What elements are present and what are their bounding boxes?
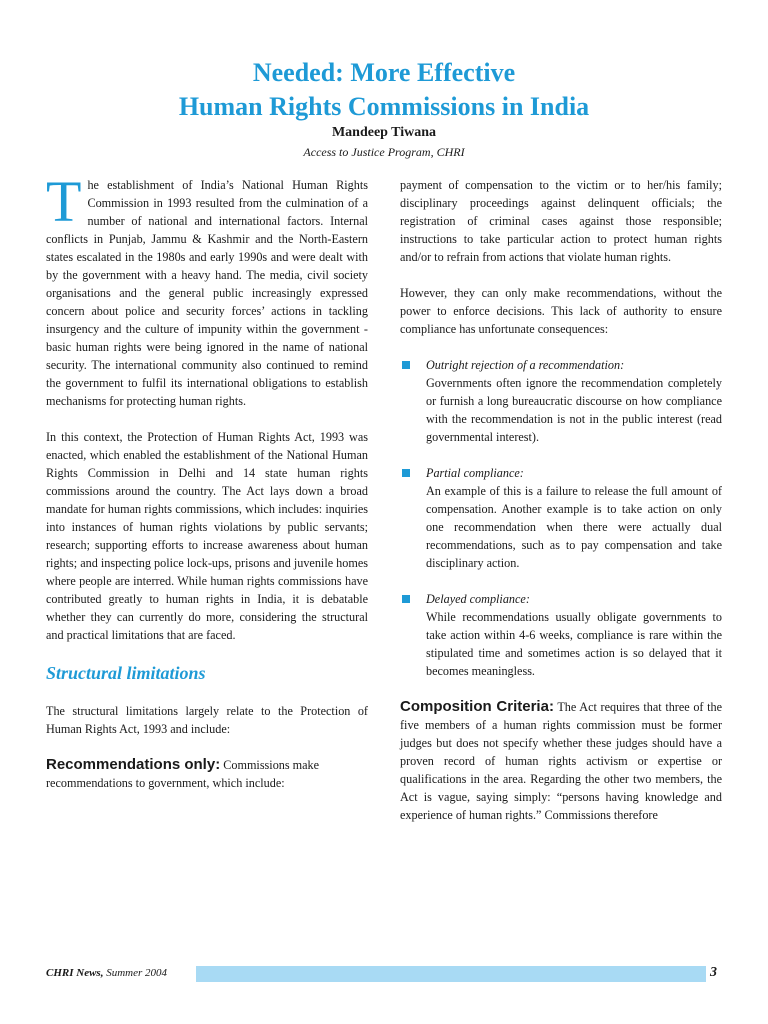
- bullet-delayed-compliance: [400, 590, 722, 680]
- bullet-body: Governments often ignore the recommendation completely or furnish a long bureaucratic discourse on how compliance with the recommendation is not in the public interest (read governmental interest).: [426, 376, 722, 444]
- bullet-outright-rejection: [400, 356, 722, 446]
- context-paragraph: In this context, the Protection of Human Rights Act, 1993 was enacted, which enabled the establishment of the National Human Rights Commission in Delhi and 14 state human rights commissions around the country. The Act lays down a broad mandate for human rights commissions, which includes: inquiries into instances of human rights violations by public servants; research; supporting efforts to increase awareness about human rights; and inspecting police lock-ups, prisons and juvenile homes where people are interred. While human rights commissions have contributed greatly to human rights in India, it is debatable whether they can currently do more, considering the structural and practical limitations that are faced.: [46, 430, 368, 642]
- bullet-partial-compliance: [400, 464, 722, 572]
- footer-bar: [196, 966, 706, 982]
- square-bullet-icon: [402, 469, 410, 477]
- bullet-title: Delayed compliance:: [426, 592, 530, 606]
- square-bullet-icon: [402, 361, 410, 369]
- author-affiliation: Access to Justice Program, CHRI: [303, 145, 465, 159]
- drop-cap: T: [46, 169, 82, 234]
- publication-issue: Summer 2004: [103, 967, 168, 979]
- composition-heading: Composition Criteria:: [400, 698, 554, 715]
- square-bullet-icon: [402, 595, 410, 603]
- title-line-2: Human Rights Commissions in India: [178, 92, 590, 121]
- intro-text: he establishment of India’s National Human Rights Commission in 1993 resulted from the culmination of a number of national and international factors. Internal conflicts in Punjab, Jammu & Kashmir and the North-Eastern states escalated in the 1980s and early 1990s and were dealt with by the government with a heavy hand. The media, civil society organisations and the general public increasingly expressed concern about police and security forces’ actions in tackling insurgency and the culture of impunity within the government - basic human rights were being ignored in the name of national security. The international community also continued to remind the government to fulfil its international obligations to establish mechanisms for protecting human rights.: [46, 178, 368, 408]
- bullet-title: Partial compliance:: [426, 466, 524, 480]
- intro-paragraph: [46, 169, 368, 410]
- composition-paragraph: [400, 698, 722, 824]
- footer-publication: [46, 966, 167, 980]
- left-column: [46, 169, 368, 810]
- recommendations-text: Commissions make recommendations to government, which include:: [46, 758, 320, 790]
- bullet-title: Outright rejection of a recommendation:: [426, 358, 625, 372]
- bullet-body: An example of this is a failure to release the full amount of compensation. Another example is to take action on only one recommendation when there were actually dual recommendations, such as to pay compensation and take disciplinary action.: [426, 484, 722, 570]
- title-line-1: Needed: More Effective: [252, 58, 516, 87]
- page-number: 3: [710, 965, 717, 980]
- composition-text: The Act requires that three of the five members of a human rights commission must be former judges but does not specify whether these judges should have a proven record of human rights activism or expertise or qualifications in the area. Regarding the other two members, the Act is vague, saying simply: “persons having knowledge and experience of human rights.” Commissions therefore: [400, 700, 722, 822]
- right-column: [400, 176, 722, 842]
- publication-name: CHRI News,: [46, 967, 104, 979]
- compensation-paragraph: payment of compensation to the victim or to her/his family; disciplinary proceedings against delinquent officials; the registration of criminal cases against those responsible; instructions to take particular action to protect human rights and/or to refrain from actions that violate human rights.: [400, 178, 722, 264]
- consequences-paragraph: However, they can only make recommendations, without the power to enforce decisions. This lack of authority to ensure compliance has unfortunate consequences:: [400, 286, 722, 336]
- recommendations-paragraph: [46, 756, 368, 792]
- recommendations-heading: Recommendations only:: [46, 756, 221, 773]
- section-heading-structural-limitations: Structural limitations: [46, 663, 206, 683]
- bullet-body: While recommendations usually obligate governments to take action within 4-6 weeks, compliance is rare within the stipulated time and sometimes action is so delayed that it becomes meaningless.: [426, 610, 722, 678]
- author-name: Mandeep Tiwana: [331, 125, 437, 140]
- structural-paragraph: The structural limitations largely relate to the Protection of Human Rights Act, 1993 and include:: [46, 704, 368, 736]
